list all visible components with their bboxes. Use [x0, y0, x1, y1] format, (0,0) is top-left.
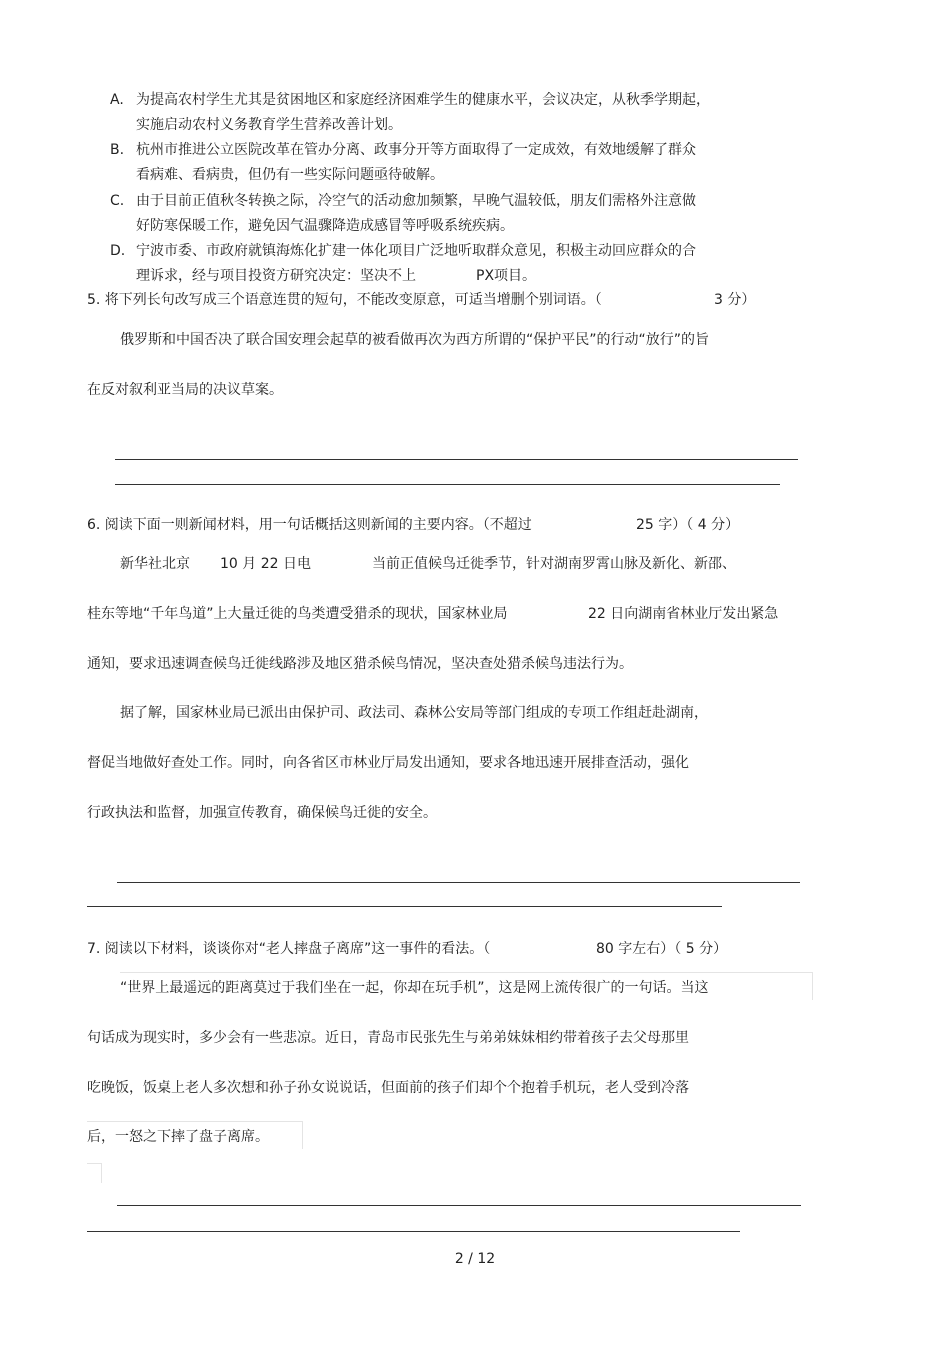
material-box-border — [87, 1163, 102, 1164]
answer-line[interactable] — [117, 1205, 801, 1206]
material-text: “世界上最遥远的距离莫过于我们坐在一起，你却在玩手机”，这是网上流传很广的一句话。当这 — [120, 980, 709, 996]
option-letter: D. — [110, 243, 126, 259]
option-letter: B. — [110, 142, 125, 158]
option-letter: A. — [110, 92, 124, 108]
news-text: 22 日向湖南省林业厅发出紧急 — [588, 606, 779, 622]
option-text: 理诉求，经与项目投资方研究决定：坚决不上 — [136, 268, 416, 284]
question-material: 在反对叙利亚当局的决议草案。 — [87, 382, 283, 398]
page-number: 2 / 12 — [454, 1251, 496, 1267]
question-prompt: 7. 阅读以下材料，谈谈你对“老人摔盘子离席”这一事件的看法。（ — [87, 941, 491, 957]
material-box-border — [120, 972, 813, 973]
option-text: 看病难、看病贵，但仍有一些实际问题亟待破解。 — [136, 167, 444, 183]
material-text: 句话成为现实时，多少会有一些悲凉。近日，青岛市民张先生与弟弟妹妹相约带着孩子去父母那里 — [87, 1030, 689, 1046]
question-score: 3 分） — [714, 292, 756, 308]
question-score: 25 字）（ 4 分） — [636, 517, 740, 533]
option-text: 宁波市委、市政府就镇海炼化扩建一体化项目广泛地听取群众意见，积极主动回应群众的合 — [136, 243, 696, 259]
option-text: 好防寒保暖工作，避免因气温骤降造成感冒等呼吸系统疾病。 — [136, 218, 514, 234]
question-prompt: 5. 将下列长句改写成三个语意连贯的短句，不能改变原意，可适当增删个别词语。（ — [87, 292, 602, 308]
material-text: 后，一怒之下摔了盘子离席。 — [87, 1129, 269, 1145]
news-text: 行政执法和监督，加强宣传教育，确保候鸟迁徙的安全。 — [87, 805, 437, 821]
material-box-border — [101, 1163, 102, 1183]
option-letter: C. — [110, 193, 125, 209]
answer-line[interactable] — [87, 906, 722, 907]
question-score: 80 字左右）（ 5 分） — [596, 941, 728, 957]
news-text: 当前正值候鸟迁徙季节，针对湖南罗霄山脉及新化、新邵、 — [372, 556, 736, 572]
news-text: 据了解，国家林业局已派出由保护司、政法司、森林公安局等部门组成的专项工作组赶赴湖南， — [120, 705, 708, 721]
option-text: PX项目。 — [476, 268, 537, 284]
answer-line[interactable] — [115, 484, 780, 485]
option-text: 为提高农村学生尤其是贫困地区和家庭经济困难学生的健康水平，会议决定，从秋季学期起， — [136, 92, 710, 108]
option-text: 由于目前正值秋冬转换之际，冷空气的活动愈加频繁，早晚气温较低，朋友们需格外注意做 — [136, 193, 696, 209]
answer-line[interactable] — [117, 882, 800, 883]
question-prompt: 6. 阅读下面一则新闻材料，用一句话概括这则新闻的主要内容。（不超过 — [87, 517, 532, 533]
news-text: 新华社北京 — [120, 556, 190, 572]
material-box-border — [302, 1121, 303, 1149]
answer-line[interactable] — [115, 459, 798, 460]
news-text: 10 月 22 日电 — [220, 556, 311, 572]
question-material: 俄罗斯和中国否决了联合国安理会起草的被看做再次为西方所谓的“保护平民”的行动“放行”的旨 — [120, 332, 710, 348]
material-box-border — [87, 1121, 303, 1122]
answer-line[interactable] — [87, 1231, 740, 1232]
material-text: 吃晚饭，饭桌上老人多次想和孙子孙女说说话，但面前的孩子们却个个抱着手机玩，老人受到冷落 — [87, 1080, 689, 1096]
news-text: 督促当地做好查处工作。同时，向各省区市林业厅局发出通知，要求各地迅速开展排查活动，强化 — [87, 755, 689, 771]
news-text: 桂东等地“千年鸟道”上大量迁徙的鸟类遭受猎杀的现状，国家林业局 — [87, 606, 508, 622]
material-box-border — [812, 972, 813, 1000]
option-text: 杭州市推进公立医院改革在管办分离、政事分开等方面取得了一定成效，有效地缓解了群众 — [136, 142, 696, 158]
option-text: 实施启动农村义务教育学生营养改善计划。 — [136, 117, 402, 133]
news-text: 通知，要求迅速调查候鸟迁徙线路涉及地区猎杀候鸟情况，坚决查处猎杀候鸟违法行为。 — [87, 656, 633, 672]
